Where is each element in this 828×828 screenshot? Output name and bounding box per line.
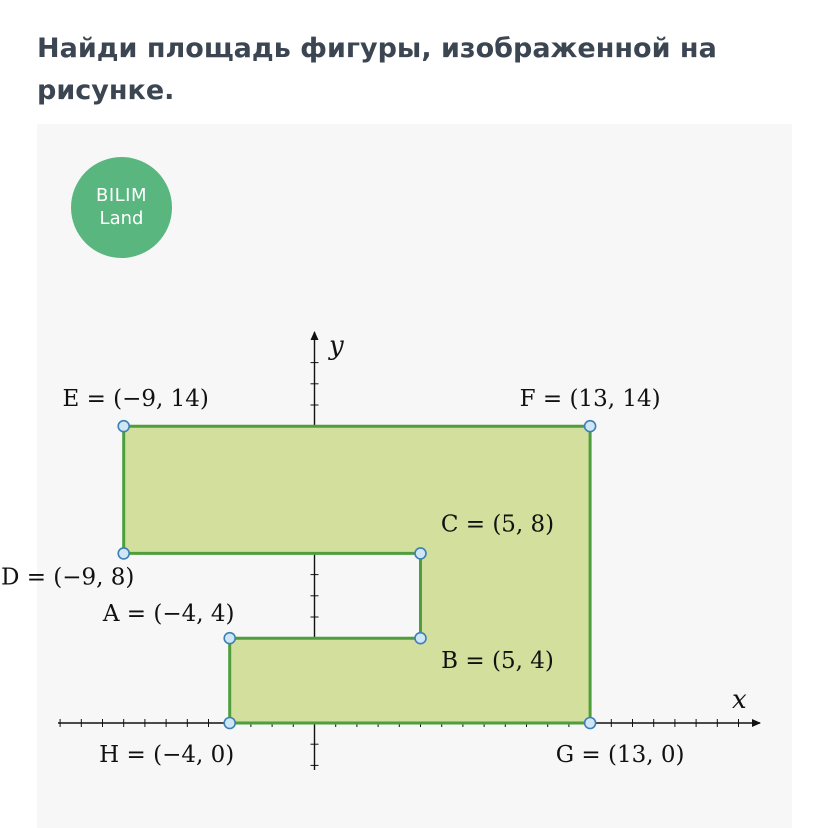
point-c <box>415 548 426 559</box>
point-a <box>224 633 235 644</box>
label-g: G = (13, 0) <box>555 742 685 768</box>
point-f <box>585 421 596 432</box>
label-c: C = (5, 8) <box>440 511 555 538</box>
label-f: F = (13, 14) <box>519 386 661 413</box>
point-b <box>415 633 426 644</box>
x-axis-label: x <box>732 685 747 715</box>
label-d: D = (−9, 8) <box>0 564 135 591</box>
label-a: A = (−4, 4) <box>102 601 235 628</box>
logo-line-2: Land <box>99 208 144 229</box>
point-h <box>224 718 235 729</box>
label-b: B = (5, 4) <box>441 648 554 675</box>
question-title: Найди площадь фигуры, изображенной на рисунке. <box>37 33 717 106</box>
point-d <box>118 548 129 559</box>
point-g <box>585 718 596 729</box>
point-e <box>118 421 129 432</box>
label-e: E = (−9, 14) <box>62 386 209 413</box>
logo-line-1: BILIM <box>95 185 148 206</box>
figure-polygon <box>124 426 590 723</box>
label-h: H = (−4, 0) <box>99 742 235 768</box>
y-axis-label: y <box>329 331 344 361</box>
